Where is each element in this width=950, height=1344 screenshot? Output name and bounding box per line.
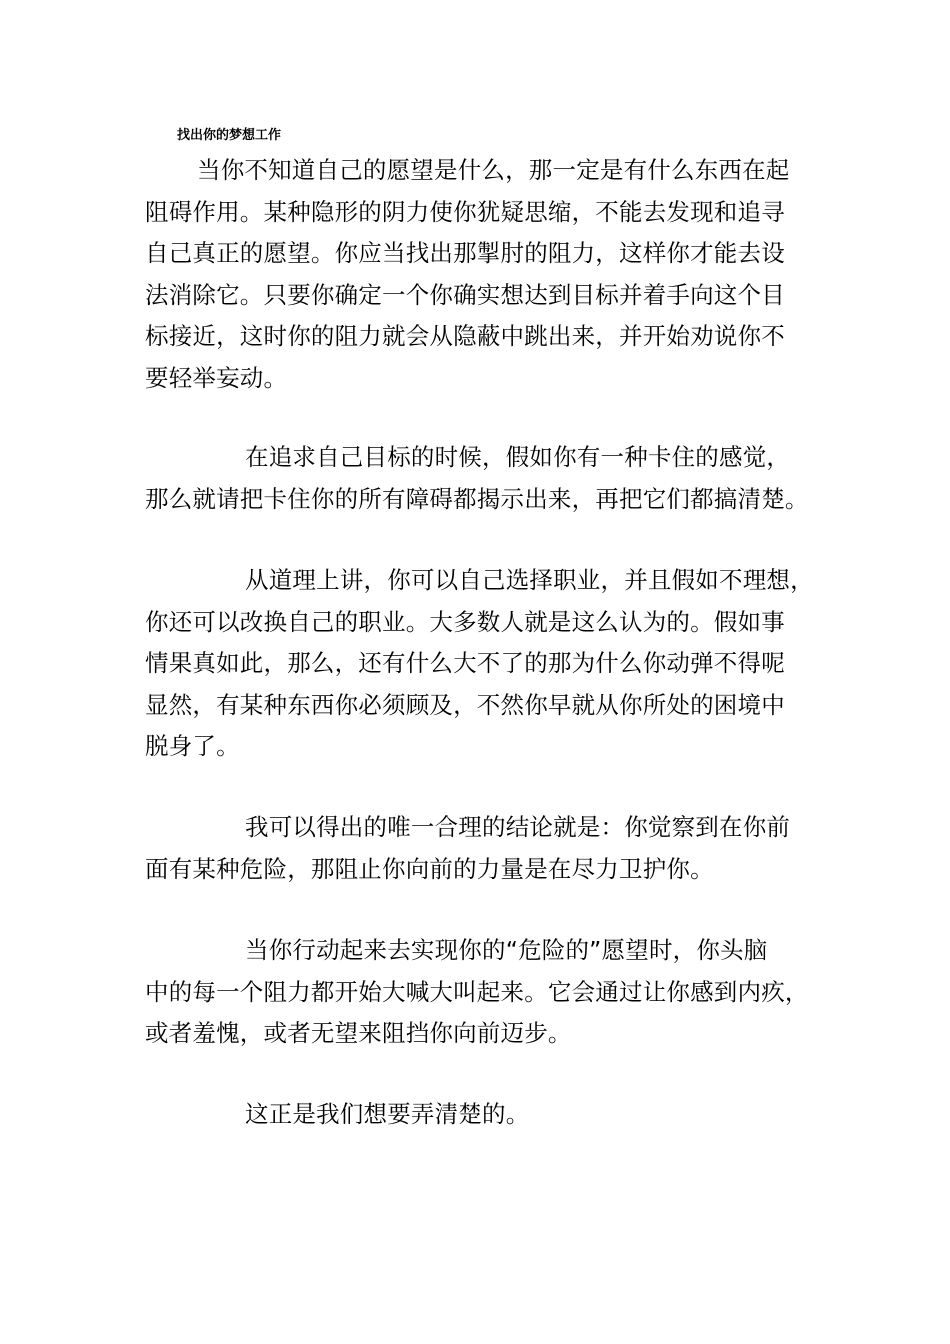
paragraph-line: 当你不知道自己的愿望是什么，那一定是有什么东西在起 — [197, 156, 790, 184]
paragraph-line: 面有某种危险，那阻止你向前的力量是在尽力卫护你。 — [145, 854, 714, 883]
paragraph-line: 标接近，这时你的阻力就会从隐蔽中跳出来，并开始劝说你不 — [145, 322, 785, 350]
paragraph-4 — [145, 807, 805, 890]
document-title: 找出你的梦想工作 — [177, 128, 282, 143]
paragraph-line: 自己真正的愿望。你应当找出那掣肘的阻力，这样你才能去设 — [145, 239, 785, 267]
paragraph-line: 在追求自己目标的时候，假如你有一种卡住的感觉， — [245, 443, 791, 471]
paragraph-line: 脱身了。 — [145, 732, 240, 760]
paragraph-line: 或者羞愧，或者无望来阻挡你向前迈步。 — [145, 1019, 572, 1047]
paragraph-line: 中的每一个阻力都开始大喊大叫起来。它会通过让你感到内疚， — [145, 977, 809, 1006]
paragraph-line: 从道理上讲，你可以自己选择职业，并且假如不理想， — [245, 566, 814, 594]
paragraph-2 — [145, 437, 809, 520]
paragraph-line: 法消除它。只要你确定一个你确实想达到目标并着手向这个目 — [145, 280, 785, 309]
paragraph-line: 那么就请把卡住你的所有障碍都揭示出来，再把它们都搞清楚。 — [145, 484, 809, 513]
paragraph-line: 当你行动起来去实现你的“危险的”愿望时，你头脑 — [245, 936, 768, 964]
paragraph-line: 这正是我们想要弄清楚的。 — [245, 1100, 530, 1128]
paragraph-line: 你还可以改换自己的职业。大多数人就是这么认为的。假如事 — [145, 607, 785, 636]
paragraph-6 — [145, 1094, 805, 1136]
paragraph-line: 情果真如此，那么，还有什么大不了的那为什么你动弹不得呢 — [145, 649, 785, 677]
paragraph-5 — [145, 930, 809, 1055]
paragraph-line: 阻碍作用。某种隐形的阴力使你犹疑思缩，不能去发现和追寻 — [145, 197, 785, 226]
paragraph-3 — [145, 560, 814, 768]
paragraph-line: 显然，有某种东西你必须顾及，不然你早就从你所处的困境中 — [145, 690, 785, 719]
paragraph-line: 我可以得出的唯一合理的结论就是：你觉察到在你前 — [245, 813, 791, 841]
paragraph-1 — [145, 150, 805, 399]
paragraph-line: 要轻举妄动。 — [145, 363, 288, 392]
